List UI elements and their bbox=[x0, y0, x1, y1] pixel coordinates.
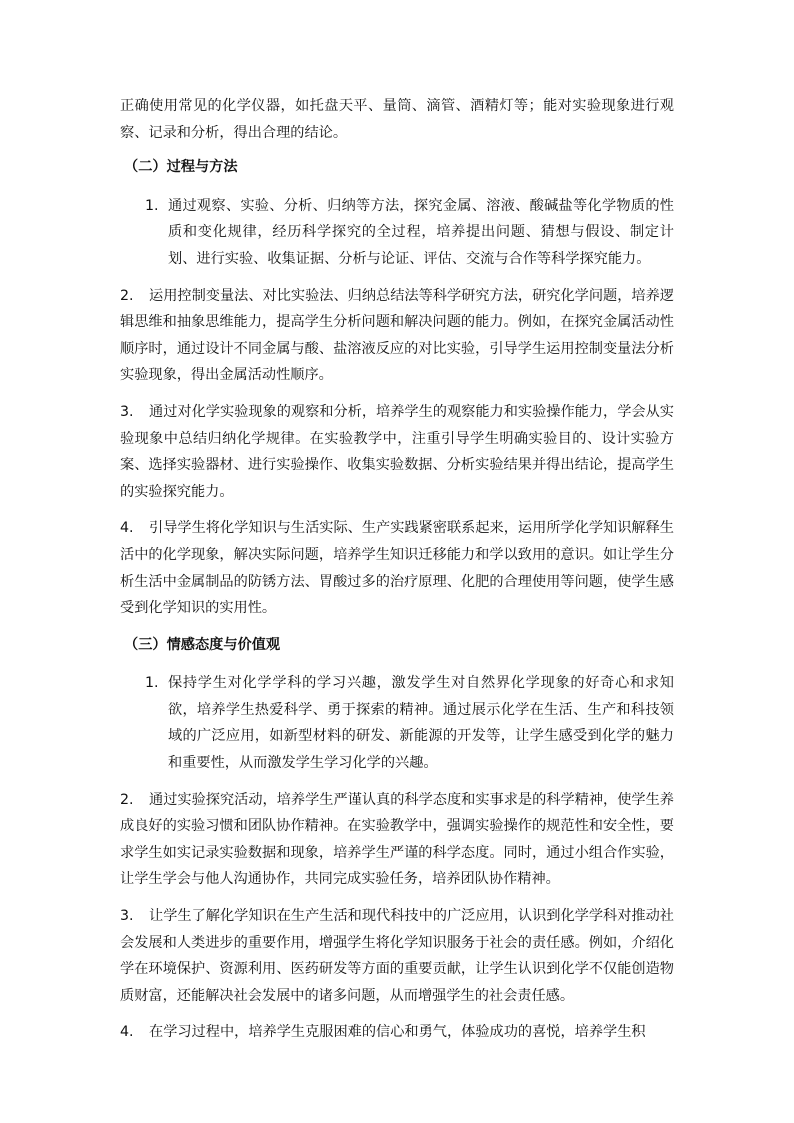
section-heading-process-methods: （二）过程与方法 bbox=[124, 159, 238, 176]
paragraph-text: 通过实验探究活动，培养学生严谨认真的科学态度和实事求是的科学精神，使学生养成良好的实验习惯和团队协作精神。在实验教学中，强调实验操作的规范性和安全性，要求学生如实记录实验数据和现象，培养学生严谨的科学态度。同时，通过小组合作实验，让学生学会与他人沟通协作，共同完成实验任务，培养团队协作精神。 bbox=[120, 791, 674, 888]
paragraph-text: 让学生了解化学知识在生产生活和现代科技中的广泛应用，认识到化学学科对推动社会发展和人类进步的重要作用，增强学生将化学知识服务于社会的责任感。例如，介绍化学在环境保护、资源利用、医药研发等方面的重要贡献，让学生认识到化学不仅能创造物质财富，还能解决社会发展中的诸多问题，从而增强学生的社会责任感。 bbox=[120, 908, 674, 1004]
paragraph-number: 2. bbox=[120, 791, 134, 808]
section3-paragraph-3 bbox=[120, 903, 674, 1009]
section2-list-item-1 bbox=[120, 193, 674, 273]
section2-paragraph-3 bbox=[120, 399, 674, 505]
paragraph-text: 通过对化学实验现象的观察和分析，培养学生的观察能力和实验操作能力，学会从实验现象中总结归纳化学规律。在实验教学中，注重引导学生明确实验目的、设计实验方案、选择实验器材、进行实验操作、收集实验数据、分析实验结果并得出结论，提高学生的实验探究能力。 bbox=[120, 403, 674, 500]
paragraph-number: 4. bbox=[120, 520, 134, 537]
section3-paragraph-4 bbox=[120, 1019, 674, 1046]
section3-list-item-1 bbox=[120, 670, 674, 776]
paragraph-number: 2. bbox=[120, 287, 134, 304]
section3-paragraph-2 bbox=[120, 787, 674, 893]
paragraph-number: 4. bbox=[120, 1024, 134, 1041]
section2-paragraph-4 bbox=[120, 515, 674, 621]
paragraph-text: 运用控制变量法、对比实验法、归纳总结法等科学研究方法，研究化学问题，培养逻辑思维和抽象思维能力，提高学生分析问题和解决问题的能力。例如，在探究金属活动性顺序时，通过设计不同金属与酸、盐溶液反应的对比实验，引导学生运用控制变量法分析实验现象，得出金属活动性顺序。 bbox=[120, 287, 674, 384]
paragraph-number: 3. bbox=[120, 908, 134, 925]
intro-continuation-paragraph: 正确使用常见的化学仪器，如托盘天平、量筒、滴管、酒精灯等；能对实验现象进行观察、记录和分析，得出合理的结论。 bbox=[120, 98, 674, 141]
list-item-text: 通过观察、实验、分析、归纳等方法，探究金属、溶液、酸碱盐等化学物质的性质和变化规律，经历科学探究的全过程，培养提出问题、猜想与假设、制定计划、进行实验、收集证据、分析与论证、评估、交流与合作等科学探究能力。 bbox=[168, 197, 674, 267]
paragraph-text: 引导学生将化学知识与生活实际、生产实践紧密联系起来，运用所学化学知识解释生活中的化学现象，解决实际问题，培养学生知识迁移能力和学以致用的意识。如让学生分析生活中金属制品的防锈方法、胃酸过多的治疗原理、化肥的合理使用等问题，使学生感受到化学知识的实用性。 bbox=[120, 520, 674, 617]
paragraph-number: 3. bbox=[120, 403, 134, 420]
section-heading-emotion-values: （三）情感态度与价值观 bbox=[124, 636, 281, 653]
list-item-text: 保持学生对化学学科的学习兴趣，激发学生对自然界化学现象的好奇心和求知欲，培养学生热爱科学、勇于探索的精神。通过展示化学在生活、生产和科技领域的广泛应用，如新型材料的研发、新能源的开发等，让学生感受到化学的魅力和重要性，从而激发学生学习化学的兴趣。 bbox=[168, 675, 674, 772]
list-number: 1. bbox=[145, 675, 159, 692]
section2-paragraph-2 bbox=[120, 283, 674, 389]
paragraph-text: 在学习过程中，培养学生克服困难的信心和勇气，体验成功的喜悦，培养学生积 bbox=[149, 1024, 646, 1041]
list-number: 1. bbox=[145, 197, 159, 214]
